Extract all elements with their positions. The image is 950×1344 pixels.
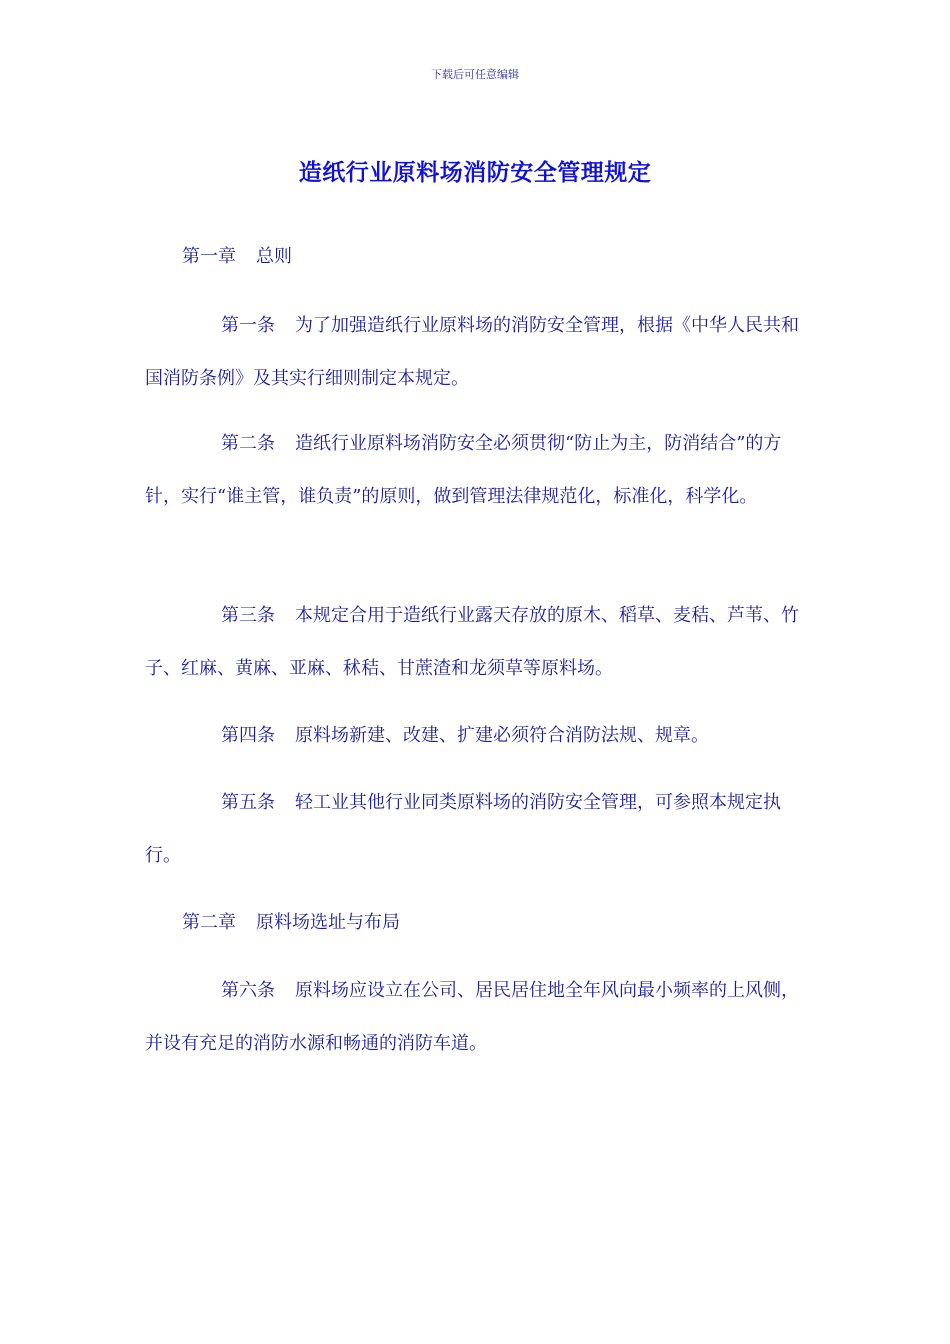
article-paragraph	[145, 964, 810, 1070]
article-label: 第二条	[221, 433, 275, 454]
article-paragraph	[145, 709, 810, 762]
article-label: 第三条	[221, 605, 275, 626]
chapter-title: 总则	[256, 246, 292, 267]
article-label: 第一条	[221, 315, 275, 336]
chapter-heading	[145, 896, 847, 949]
article-text: 造纸行业原料场消防安全必须贯彻“防止为主，防消结合”的方针，实行“谁主管，谁负责”的原则，做到管理法律规范化，标准化，科学化。	[145, 433, 782, 507]
article-text: 原料场新建、改建、扩建必须符合消防法规、规章。	[295, 725, 709, 746]
article-paragraph	[145, 299, 810, 405]
article-label: 第五条	[221, 792, 275, 813]
article-text: 本规定合用于造纸行业露天存放的原木、稻草、麦秸、芦苇、竹子、红麻、黄麻、亚麻、秫秸、甘蔗渣和龙须草等原料场。	[145, 605, 799, 679]
chapter-heading	[145, 230, 847, 283]
article-paragraph	[145, 417, 810, 523]
article-paragraph	[145, 589, 810, 695]
article-text: 轻工业其他行业同类原料场的消防安全管理，可参照本规定执行。	[145, 792, 781, 866]
article-text: 为了加强造纸行业原料场的消防安全管理，根据《中华人民共和国消防条例》及其实行细则制定本规定。	[145, 315, 799, 389]
chapter-label: 第二章	[182, 912, 236, 933]
header-note: 下载后可任意编辑	[431, 68, 519, 81]
document-title: 造纸行业原料场消防安全管理规定	[298, 159, 652, 186]
chapter-title: 原料场选址与布局	[256, 912, 400, 933]
article-label: 第六条	[221, 980, 275, 1001]
article-label: 第四条	[221, 725, 275, 746]
chapter-label: 第一章	[182, 246, 236, 267]
article-paragraph	[145, 776, 810, 882]
article-text: 原料场应设立在公司、居民居住地全年风向最小频率的上风侧，并设有充足的消防水源和畅通的消防车道。	[145, 980, 799, 1054]
